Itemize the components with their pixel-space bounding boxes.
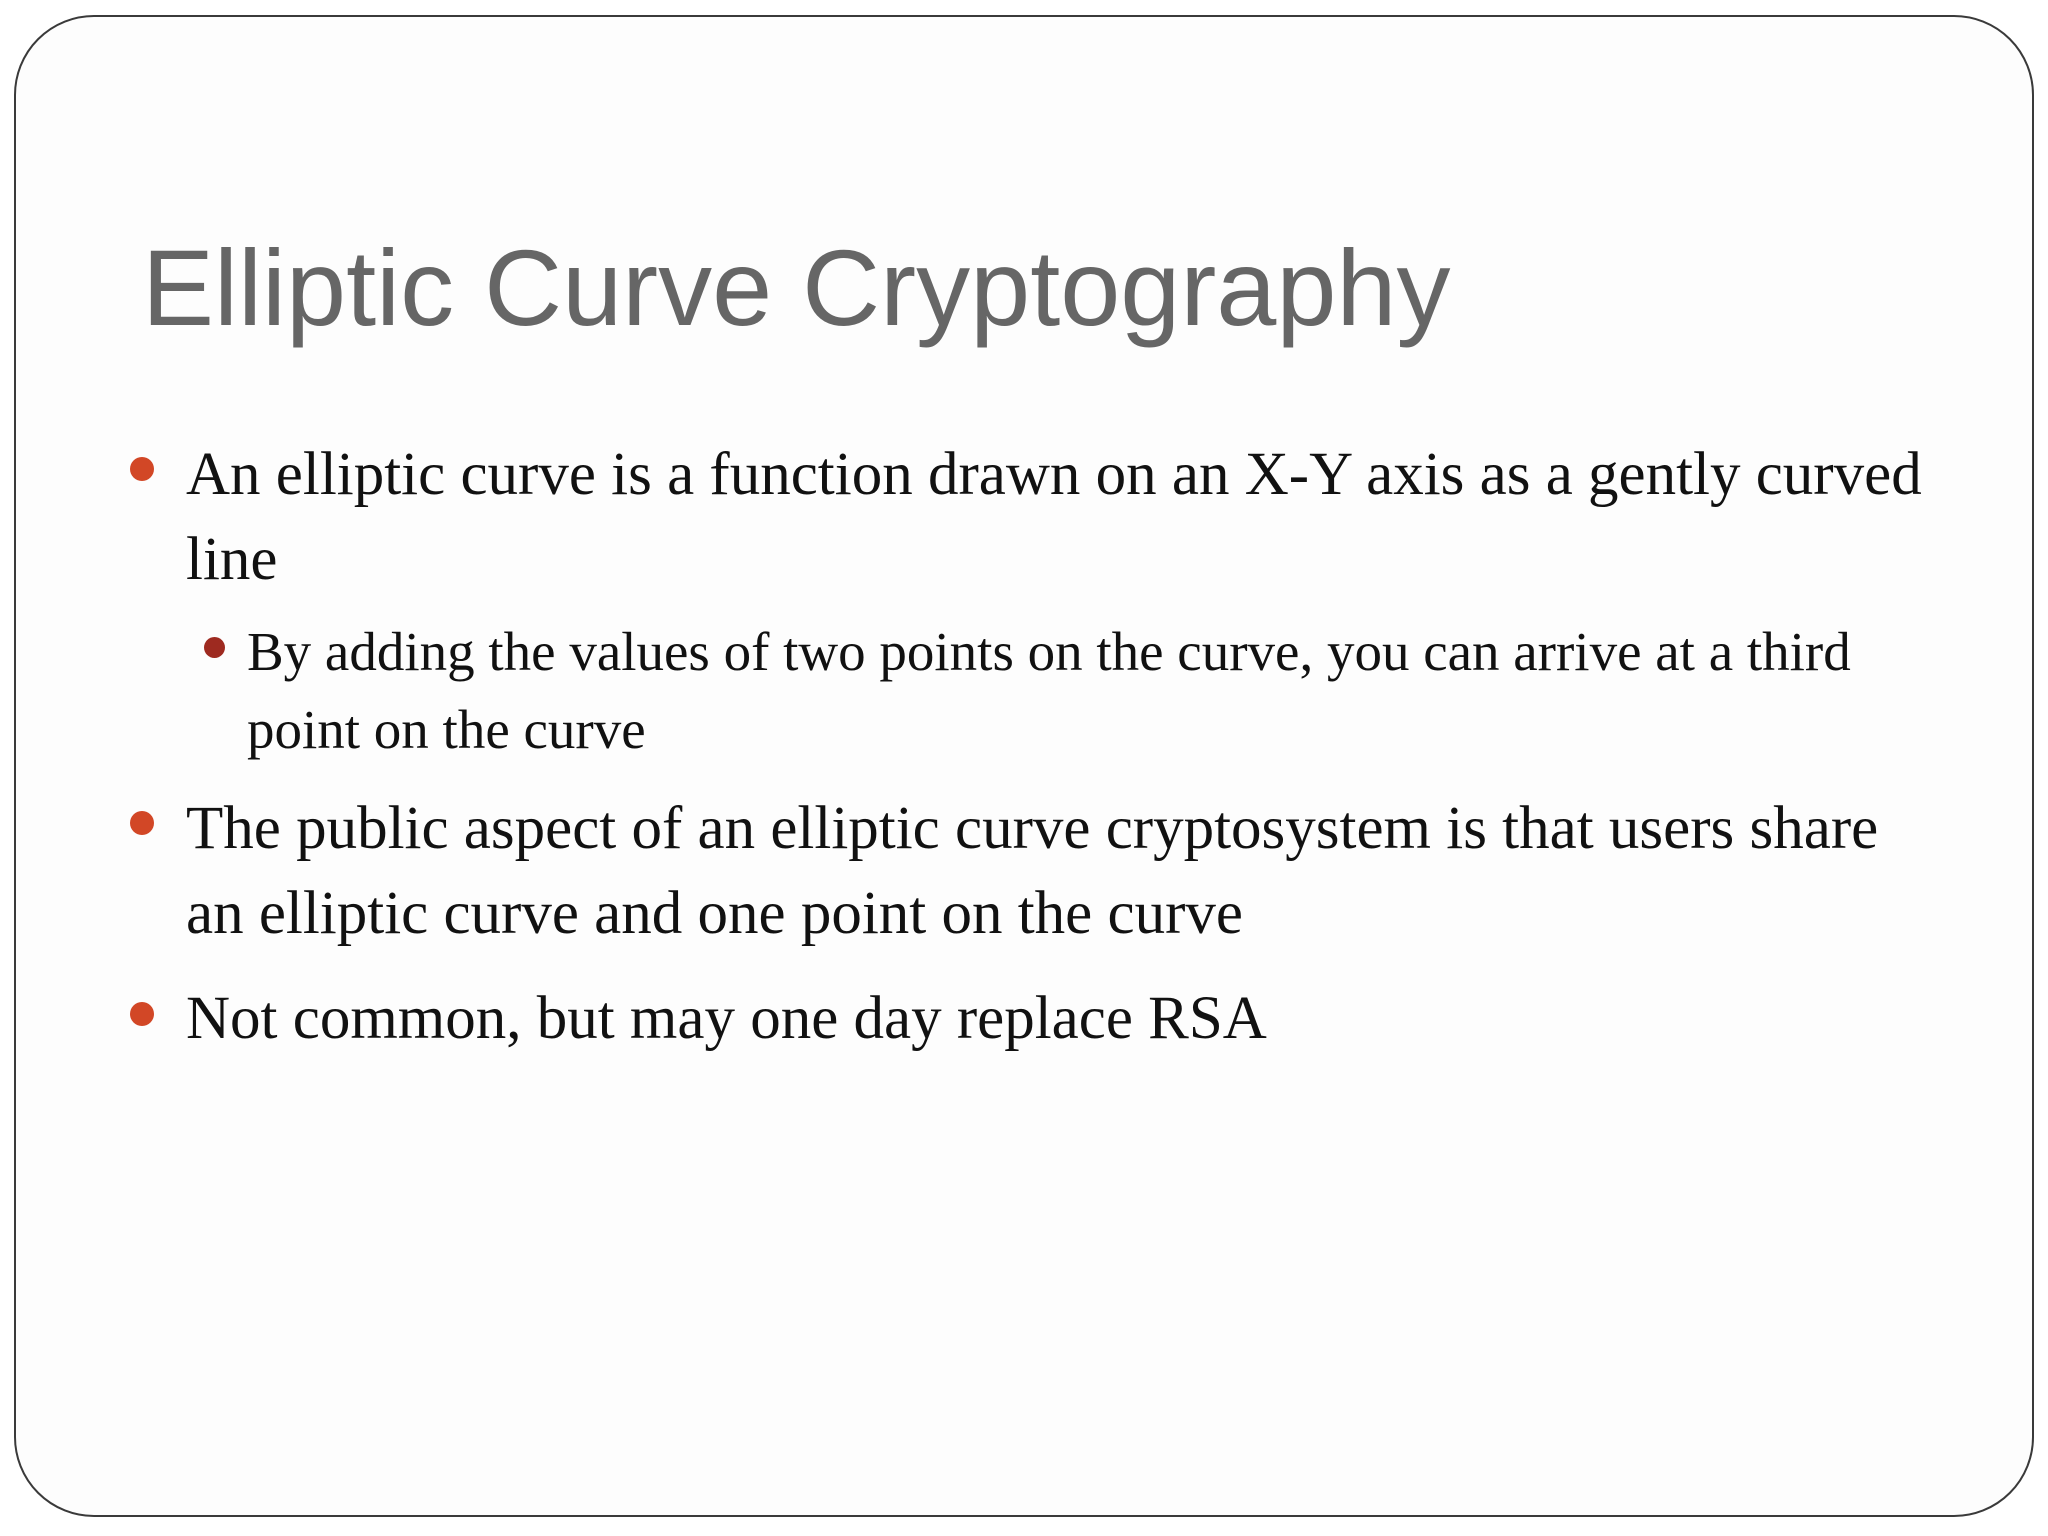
slide — [14, 15, 2034, 1517]
bullet-item: Not common, but may one day replace RSA — [186, 985, 1267, 1052]
bullet-item: The public aspect of an elliptic curve cryptosystem is that users share an elliptic curve and one point on the curve — [186, 795, 1879, 947]
sub-bullet-dot-icon — [204, 637, 225, 658]
bullet-dot-icon — [130, 457, 154, 481]
slide-title: Elliptic Curve Cryptography — [142, 227, 1451, 348]
bullet-item: An elliptic curve is a function drawn on an X-Y axis as a gently curved line — [186, 441, 1922, 593]
bullet-dot-icon — [130, 1002, 154, 1026]
bullet-dot-icon — [130, 811, 154, 835]
bullet-list — [16, 17, 2032, 1515]
sub-bullet-item: By adding the values of two points on the curve, you can arrive at a third point on the curve — [247, 621, 1851, 760]
